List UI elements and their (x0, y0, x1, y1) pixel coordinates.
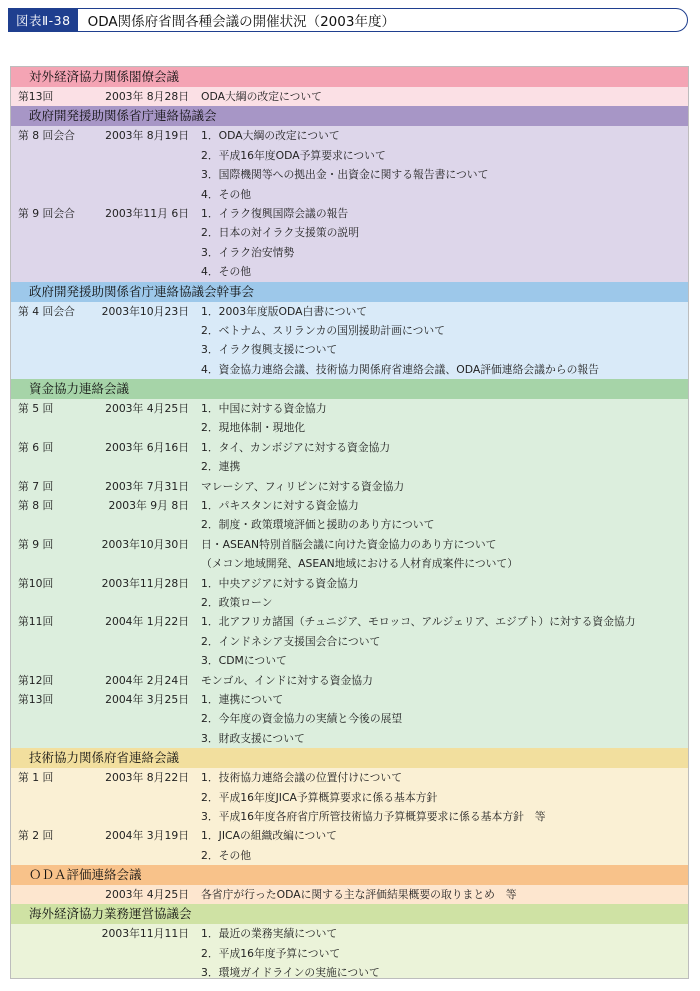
meeting-date: 2003年 7月31日 (105, 479, 189, 493)
table-row (11, 632, 688, 651)
meeting-date: 2004年 3月19日 (105, 829, 189, 843)
table-row (11, 612, 688, 631)
meeting-number: 第 6 回 (18, 440, 54, 454)
agenda-item: 3．環境ガイドラインの実施について (201, 966, 380, 979)
section-header: 海外経済協力業務運営協議会 (11, 904, 688, 924)
table-row (11, 885, 688, 904)
section-header: 対外経済協力関係閣僚会議 (11, 67, 688, 87)
meeting-number (11, 340, 87, 359)
meeting-date (87, 944, 201, 963)
meeting-number (11, 457, 87, 476)
section-header: 技術協力関係府省連絡会議 (11, 748, 688, 768)
table-row (11, 671, 688, 690)
agenda-item: 1．イラク復興国際会議の報告 (201, 206, 349, 220)
meeting-number: 第 4 回会合 (18, 304, 75, 318)
meeting-number (11, 146, 87, 165)
table-row (11, 593, 688, 612)
meeting-date (87, 457, 201, 476)
table-row (11, 165, 688, 184)
meeting-number (11, 554, 87, 573)
table-row (11, 846, 688, 865)
meeting-section (11, 865, 688, 904)
agenda-item: 1．連携について (201, 692, 284, 706)
agenda-item: 2．政策ローン (201, 595, 273, 609)
meeting-date: 2003年11月11日 (101, 927, 189, 941)
table-row (11, 146, 688, 165)
meeting-section (11, 748, 688, 865)
agenda-item: 1．2003年度版ODA白書について (201, 304, 368, 318)
meeting-number: 第 7 回 (18, 479, 54, 493)
meeting-number (11, 593, 87, 612)
meeting-number (11, 418, 87, 437)
agenda-item: 3．平成16年度各府省庁所管技術協力予算概算要求に係る基本方針 等 (201, 809, 546, 823)
meeting-number (11, 185, 87, 204)
meeting-number (11, 807, 87, 826)
meeting-section (11, 379, 688, 748)
agenda-item: 3．財政支援について (201, 731, 305, 745)
meeting-date (87, 321, 201, 340)
meeting-number: 第10回 (18, 576, 54, 590)
meeting-date (87, 709, 201, 728)
table-row (11, 788, 688, 807)
meeting-date (87, 788, 201, 807)
agenda-item: 3．イラク復興支援について (201, 343, 338, 357)
agenda-item: 日・ASEAN特別首脳会議に向けた資金協力のあり方について (201, 537, 497, 551)
table-row (11, 204, 688, 223)
meeting-number: 第 5 回 (18, 402, 54, 416)
figure-label: 図表Ⅱ-38 (9, 9, 78, 31)
meeting-date: 2003年 4月25日 (105, 888, 189, 902)
meetings-table (10, 66, 689, 979)
meeting-date: 2003年10月23日 (101, 304, 189, 318)
meeting-number: 第 1 回 (18, 771, 54, 785)
meeting-date (87, 262, 201, 281)
meeting-number (11, 788, 87, 807)
meeting-section (11, 282, 688, 380)
table-row (11, 126, 688, 145)
agenda-item: 3．CDMについて (201, 654, 287, 668)
table-row (11, 807, 688, 826)
table-row (11, 360, 688, 379)
meeting-number (11, 709, 87, 728)
agenda-item: 2．制度・政策環境評価と援助のあり方について (201, 518, 435, 532)
agenda-item: 1．ODA大綱の改定について (201, 129, 340, 143)
agenda-item: 2．その他 (201, 848, 252, 862)
meeting-number (11, 262, 87, 281)
agenda-item: 3．イラク治安情勢 (201, 245, 295, 259)
meeting-date (87, 554, 201, 573)
agenda-item: 4．資金協力連絡会議、技術協力関係府省連絡会議、ODA評価連絡会議からの報告 (201, 362, 599, 376)
table-row (11, 243, 688, 262)
table-row (11, 768, 688, 787)
table-row (11, 729, 688, 748)
agenda-item: 2．ベトナム、スリランカの国別援助計画について (201, 323, 445, 337)
agenda-item: 4．その他 (201, 187, 252, 201)
meeting-number (11, 243, 87, 262)
meeting-number (11, 944, 87, 963)
table-row (11, 554, 688, 573)
agenda-item: 1．JICAの組織改編について (201, 829, 337, 843)
meeting-number (11, 885, 87, 904)
table-row (11, 223, 688, 242)
agenda-item: 3．国際機関等への拠出金・出資金に関する報告書について (201, 168, 489, 182)
meeting-number (11, 223, 87, 242)
meeting-section (11, 67, 688, 106)
table-row (11, 535, 688, 554)
meeting-number (11, 321, 87, 340)
agenda-item: 2．今年度の資金協力の実績と今後の展望 (201, 712, 403, 726)
agenda-item: 1．技術協力連絡会議の位置付けについて (201, 771, 402, 785)
meeting-date (87, 807, 201, 826)
meeting-number: 第12回 (18, 673, 54, 687)
meeting-number (11, 360, 87, 379)
meeting-number: 第 8 回会合 (18, 129, 75, 143)
table-row (11, 826, 688, 845)
table-row (11, 399, 688, 418)
table-row (11, 651, 688, 670)
meeting-date (87, 846, 201, 865)
meeting-number (11, 165, 87, 184)
meeting-date: 2003年10月30日 (101, 537, 189, 551)
meeting-date: 2003年 9月 8日 (108, 499, 189, 513)
table-row (11, 438, 688, 457)
table-row (11, 302, 688, 321)
agenda-item: 4．その他 (201, 265, 252, 279)
meeting-number: 第13回 (18, 692, 54, 706)
meeting-number: 第13回 (18, 90, 54, 103)
meeting-date: 2003年 8月22日 (105, 771, 189, 785)
meeting-date: 2003年 8月28日 (105, 90, 189, 103)
agenda-item: モンゴル、インドに対する資金協力 (201, 673, 373, 687)
meeting-date (87, 963, 201, 979)
agenda-item: 2．平成16年度ODA予算要求について (201, 148, 386, 162)
agenda-item: 2．現地体制・現地化 (201, 421, 306, 435)
meeting-date (87, 360, 201, 379)
meeting-date: 2004年 2月24日 (105, 673, 189, 687)
table-row (11, 477, 688, 496)
meeting-date (87, 165, 201, 184)
agenda-item: 1．中国に対する資金協力 (201, 402, 327, 416)
agenda-item: 2．日本の対イラク支援策の説明 (201, 226, 360, 240)
agenda-item: 2．インドネシア支援国会合について (201, 634, 381, 648)
meeting-date (87, 185, 201, 204)
table-row (11, 340, 688, 359)
section-header: 政府開発援助関係省庁連絡協議会 (11, 106, 688, 126)
agenda-item: ODA大綱の改定について (201, 90, 322, 103)
meeting-number: 第 9 回 (18, 537, 54, 551)
agenda-item: （メコン地域開発、ASEAN地域における人材育成案件について） (201, 557, 519, 571)
meeting-date (87, 515, 201, 534)
agenda-item: 1．最近の業務実績について (201, 927, 338, 941)
agenda-item: 1．北アフリカ諸国（チュニジア、モロッコ、アルジェリア、エジプト）に対する資金協力 (201, 615, 636, 629)
meeting-number (11, 651, 87, 670)
agenda-item: 1．タイ、カンボジアに対する資金協力 (201, 440, 391, 454)
meeting-number (11, 846, 87, 865)
table-row (11, 963, 688, 979)
agenda-item: 2．平成16年度JICA予算概算要求に係る基本方針 (201, 790, 438, 804)
meeting-number: 第 8 回 (18, 499, 54, 513)
meeting-section (11, 106, 688, 281)
agenda-item: 2．平成16年度予算について (201, 946, 341, 960)
table-row (11, 185, 688, 204)
meeting-number: 第 9 回会合 (18, 206, 75, 220)
meeting-date (87, 243, 201, 262)
table-row (11, 496, 688, 515)
section-header: ＯＤＡ評価連絡会議 (11, 865, 688, 885)
section-header: 政府開発援助関係省庁連絡協議会幹事会 (11, 282, 688, 302)
meeting-date (87, 651, 201, 670)
meeting-section (11, 904, 688, 979)
table-row (11, 690, 688, 709)
table-row (11, 709, 688, 728)
meeting-number (11, 632, 87, 651)
meeting-date (87, 593, 201, 612)
meeting-number (11, 515, 87, 534)
meeting-number: 第11回 (18, 615, 54, 629)
meeting-date: 2003年11月28日 (101, 576, 189, 590)
meeting-date: 2003年 6月16日 (105, 440, 189, 454)
table-row (11, 262, 688, 281)
meeting-date (87, 729, 201, 748)
table-row (11, 87, 688, 106)
table-row (11, 924, 688, 943)
meeting-date (87, 340, 201, 359)
meeting-date: 2004年 3月25日 (105, 692, 189, 706)
table-row (11, 944, 688, 963)
table-row (11, 457, 688, 476)
table-row (11, 321, 688, 340)
agenda-item: 2．連携 (201, 460, 241, 474)
meeting-number (11, 924, 87, 943)
agenda-item: マレーシア、フィリピンに対する資金協力 (201, 479, 405, 493)
agenda-item: 1．中央アジアに対する資金協力 (201, 576, 359, 590)
section-header: 資金協力連絡会議 (11, 379, 688, 399)
meeting-date: 2004年 1月22日 (105, 615, 189, 629)
meeting-date (87, 146, 201, 165)
figure-title-bar (8, 8, 688, 32)
agenda-item: 各省庁が行ったODAに関する主な評価結果概要の取りまとめ 等 (201, 888, 517, 902)
meeting-number (11, 729, 87, 748)
meeting-date (87, 418, 201, 437)
meeting-date (87, 223, 201, 242)
table-row (11, 515, 688, 534)
agenda-item: 1．パキスタンに対する資金協力 (201, 499, 359, 513)
meeting-date (87, 632, 201, 651)
table-row (11, 574, 688, 593)
figure-title: ODA関係府省間各種会議の開催状況（2003年度） (87, 14, 395, 30)
meeting-number: 第 2 回 (18, 829, 54, 843)
meeting-date: 2003年 8月19日 (105, 129, 189, 143)
meeting-number (11, 963, 87, 979)
table-row (11, 418, 688, 437)
meeting-date: 2003年11月 6日 (105, 206, 189, 220)
meeting-date: 2003年 4月25日 (105, 402, 189, 416)
